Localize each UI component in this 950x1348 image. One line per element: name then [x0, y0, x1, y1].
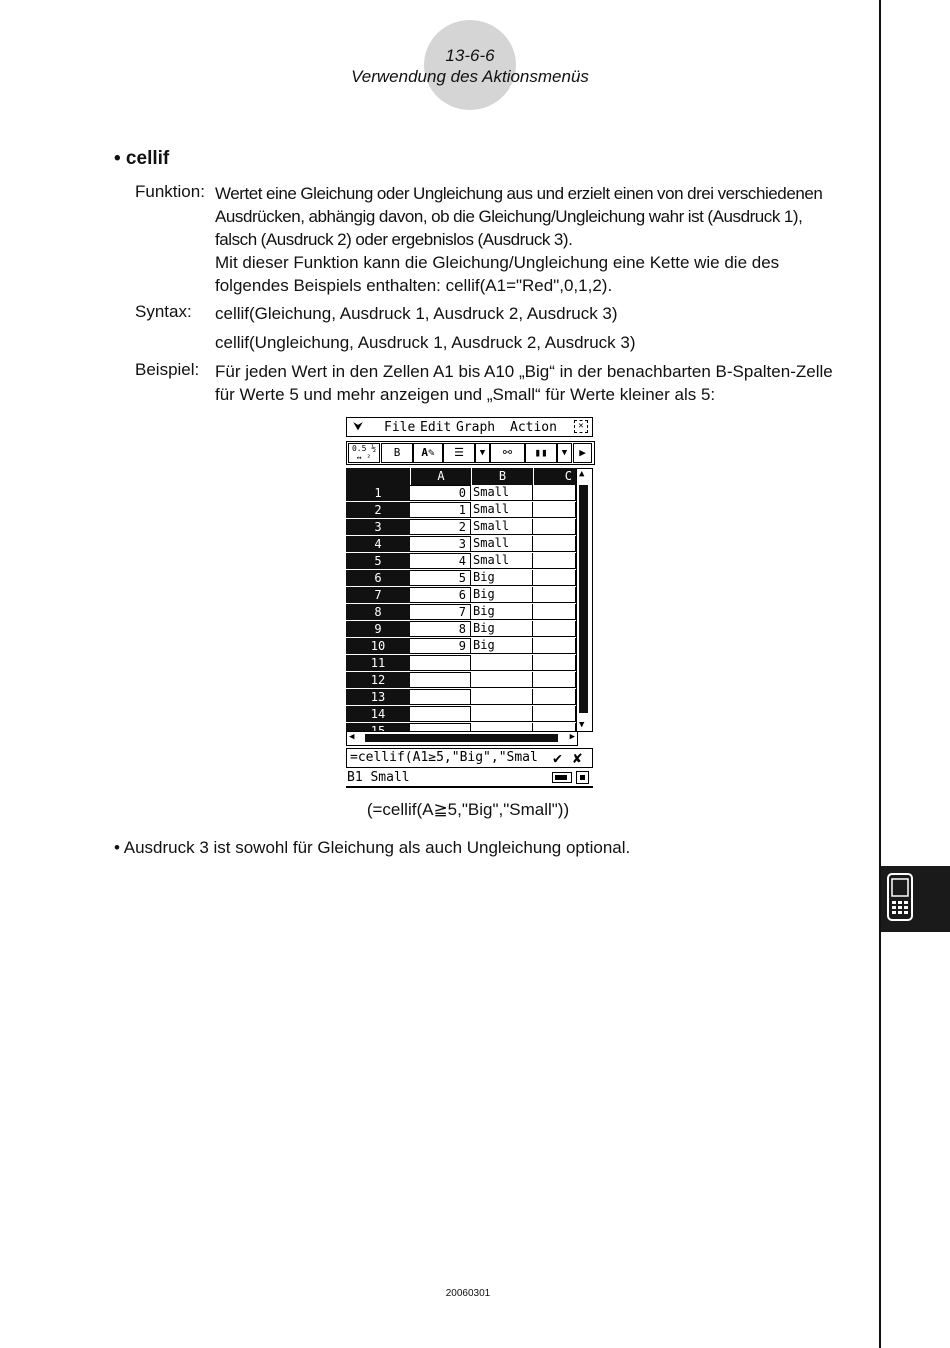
scroll-down-icon[interactable]: ▼ [579, 720, 585, 730]
cell-a[interactable]: 2 [410, 519, 471, 535]
cell-b[interactable] [471, 655, 533, 671]
cell-b[interactable]: Big [471, 638, 533, 654]
chevron-down-icon[interactable]: ▼ [557, 443, 572, 463]
cell-b[interactable]: Big [471, 587, 533, 603]
cell-a[interactable] [410, 689, 471, 705]
table-row [346, 689, 576, 706]
function-description [215, 182, 860, 251]
cell-b[interactable]: Big [471, 604, 533, 620]
align-icon[interactable]: ☰ [443, 443, 475, 463]
row-header[interactable]: 14 [346, 706, 410, 722]
cell-a[interactable]: 4 [410, 553, 471, 569]
table-row [346, 604, 576, 621]
syntax-label: Syntax: [135, 302, 192, 321]
cell-a[interactable]: 7 [410, 604, 471, 620]
cell-b[interactable]: Big [471, 621, 533, 637]
chapter-tab [881, 866, 950, 932]
cell-b[interactable]: Big [471, 570, 533, 586]
cell-c[interactable] [533, 587, 576, 603]
view-icon[interactable]: ⚯ [490, 443, 525, 463]
cell-c[interactable] [533, 655, 576, 671]
cell-a[interactable]: 1 [410, 502, 471, 518]
row-header[interactable]: 9 [346, 621, 410, 637]
row-header[interactable]: 2 [346, 502, 410, 518]
chevron-right-icon[interactable]: ▶ [573, 443, 592, 463]
menu-graph[interactable]: Graph [456, 420, 496, 435]
table-row [346, 587, 576, 604]
row-header[interactable]: 13 [346, 689, 410, 705]
cell-c[interactable] [533, 638, 576, 654]
cell-b[interactable]: Small [471, 536, 533, 552]
toolbar [346, 441, 595, 465]
cell-c[interactable] [533, 485, 576, 501]
check-icon[interactable]: ✔ [553, 749, 563, 767]
cell-a[interactable]: 6 [410, 587, 471, 603]
cell-a[interactable] [410, 655, 471, 671]
row-header[interactable]: 1 [346, 485, 410, 501]
status-bar [346, 770, 593, 788]
text-format-icon[interactable]: A✎ [413, 443, 443, 463]
cell-a[interactable]: 0 [410, 485, 471, 501]
syntax-line-2: cellif(Ungleichung, Ausdruck 1, Ausdruck 2, Ausdruck 3) [215, 333, 636, 352]
menu-bar [346, 417, 593, 437]
syntax-line-1: cellif(Gleichung, Ausdruck 1, Ausdruck 2, Ausdruck 3) [215, 304, 618, 323]
cell-c[interactable] [533, 689, 576, 705]
table-row [346, 706, 576, 723]
row-header[interactable]: 12 [346, 672, 410, 688]
window-icon[interactable] [576, 771, 589, 784]
status-text: B1 Small [347, 770, 410, 785]
cell-a[interactable]: 8 [410, 621, 471, 637]
table-row [346, 485, 576, 502]
entry-line[interactable] [346, 748, 593, 768]
bold-button[interactable]: B [381, 443, 413, 463]
function-line: Ausdrücken, abhängig davon, ob die Gleichung/Ungleichung wahr ist (Ausdruck 1), [215, 207, 803, 226]
function-line: Wertet eine Gleichung oder Ungleichung aus und erzielt einen von drei verschiedenen [215, 184, 823, 203]
cell-b[interactable]: Small [471, 502, 533, 518]
rows-container [346, 485, 576, 730]
cell-a[interactable]: 9 [410, 638, 471, 654]
row-header[interactable]: 4 [346, 536, 410, 552]
vertical-scrollbar[interactable] [576, 468, 593, 732]
cell-a[interactable]: 5 [410, 570, 471, 586]
table-row [346, 553, 576, 570]
bar-graph-icon[interactable]: ▮▮ [525, 443, 557, 463]
footer-code: 20060301 [445, 1288, 491, 1299]
column-header-a[interactable]: A [410, 468, 471, 485]
table-row [346, 672, 576, 689]
menu-action[interactable]: Action [510, 420, 557, 435]
cell-b[interactable]: Small [471, 553, 533, 569]
cell-a[interactable] [410, 706, 471, 722]
column-header-c[interactable]: C [533, 468, 576, 485]
cell-c[interactable] [533, 536, 576, 552]
example-description [215, 360, 860, 406]
table-row [346, 570, 576, 587]
row-header[interactable]: 11 [346, 655, 410, 671]
row-header[interactable]: 10 [346, 638, 410, 654]
cell-c[interactable] [533, 519, 576, 535]
table-row [346, 502, 576, 519]
section-title: • cellif [114, 148, 170, 169]
chevron-down-icon[interactable]: ▼ [475, 443, 490, 463]
scroll-right-icon[interactable]: ▶ [569, 732, 575, 742]
function-extra-line: folgendes Beispiels enthalten: cellif(A1="Red",0,1,2). [215, 276, 613, 295]
function-extra-line: Mit dieser Funktion kann die Gleichung/Ungleichung eine Kette wie die des [215, 253, 780, 272]
note-text: • Ausdruck 3 ist sowohl für Gleichung als auch Ungleichung optional. [114, 838, 631, 857]
example-line: Für jeden Wert in den Zellen A1 bis A10 „Big“ in der benachbarten B-Spalten-Zelle [215, 362, 833, 381]
cell-c[interactable] [533, 502, 576, 518]
scroll-thumb[interactable] [579, 485, 588, 713]
cell-c[interactable] [533, 672, 576, 688]
cell-c[interactable] [533, 553, 576, 569]
function-label: Funktion: [135, 182, 205, 201]
figure-caption: (=cellif(A≧5,"Big","Small")) [366, 800, 570, 819]
close-icon[interactable]: ✕ [574, 420, 588, 433]
cell-b[interactable] [471, 689, 533, 705]
scroll-thumb[interactable] [365, 734, 558, 742]
cell-b[interactable]: Small [471, 519, 533, 535]
function-extra [215, 251, 860, 297]
page-right-rule [879, 0, 881, 1348]
table-row [346, 536, 576, 553]
cell-c[interactable] [533, 604, 576, 620]
page-header-title: Verwendung des Aktionsmenüs [351, 67, 589, 86]
cell-c[interactable] [533, 570, 576, 586]
row-header[interactable]: 6 [346, 570, 410, 586]
cell-a[interactable] [410, 672, 471, 688]
table-row [346, 638, 576, 655]
scroll-up-icon[interactable]: ▲ [579, 469, 585, 479]
cell-b[interactable] [471, 706, 533, 722]
calculator-icon [885, 872, 915, 922]
row-header[interactable]: 8 [346, 604, 410, 620]
column-header-b[interactable]: B [471, 468, 533, 485]
menu-file[interactable]: File [384, 420, 416, 435]
menu-edit[interactable]: Edit [420, 420, 452, 435]
corner-cell [346, 468, 410, 485]
cell-b[interactable]: Small [471, 485, 533, 501]
cell-c[interactable] [533, 621, 576, 637]
battery-icon [552, 772, 572, 783]
table-row [346, 621, 576, 638]
entry-line-text[interactable]: =cellif(A1≥5,"Big","Smal [350, 750, 538, 765]
row-header[interactable]: 7 [346, 587, 410, 603]
menu-down-arrow-icon[interactable]: ⮟ [353, 419, 364, 433]
function-line: falsch (Ausdruck 2) oder ergebnislos (Ausdruck 3). [215, 230, 573, 249]
calculator-screen [346, 417, 593, 789]
cell-c[interactable] [533, 706, 576, 722]
cell-b[interactable] [471, 672, 533, 688]
table-row [346, 519, 576, 536]
page-number: 13-6-6 [445, 46, 495, 65]
example-label: Beispiel: [135, 360, 200, 379]
cancel-icon[interactable]: ✘ [573, 749, 583, 767]
fraction-toggle-icon[interactable]: 0.5 ½ ↔ ² [348, 443, 380, 463]
row-header[interactable]: 5 [346, 553, 410, 569]
scroll-left-icon[interactable]: ◀ [349, 732, 355, 742]
table-row [346, 655, 576, 672]
example-line: für Werte 5 und mehr anzeigen und „Small“ für Werte kleiner als 5: [215, 385, 716, 404]
horizontal-scrollbar[interactable] [346, 731, 578, 746]
row-header[interactable]: 3 [346, 519, 410, 535]
cell-a[interactable]: 3 [410, 536, 471, 552]
